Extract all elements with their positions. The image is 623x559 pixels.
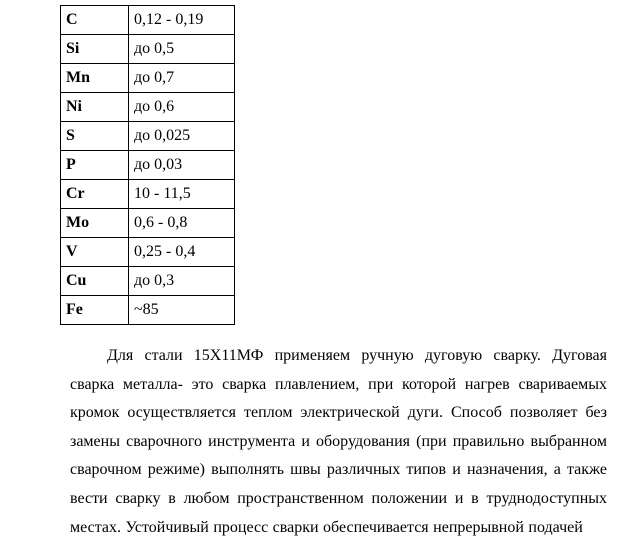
element-symbol-cell: C	[61, 6, 129, 35]
element-content-cell: до 0,03	[129, 151, 235, 180]
element-symbol-cell: Cu	[61, 267, 129, 296]
element-symbol-cell: Mn	[61, 64, 129, 93]
element-symbol-cell: Si	[61, 35, 129, 64]
element-content-cell: 0,12 - 0,19	[129, 6, 235, 35]
element-symbol-cell: Ni	[61, 93, 129, 122]
element-content-cell: до 0,025	[129, 122, 235, 151]
element-content-cell: до 0,7	[129, 64, 235, 93]
element-symbol-cell: V	[61, 238, 129, 267]
element-content-cell: до 0,6	[129, 93, 235, 122]
element-symbol-cell: P	[61, 151, 129, 180]
table-row	[61, 151, 235, 180]
element-symbol-cell: S	[61, 122, 129, 151]
table-row	[61, 180, 235, 209]
element-content-cell: 0,6 - 0,8	[129, 209, 235, 238]
element-content-cell: до 0,5	[129, 35, 235, 64]
element-symbol-cell: Fe	[61, 296, 129, 325]
chemical-composition-table	[60, 5, 235, 325]
table-row	[61, 296, 235, 325]
table-row	[61, 238, 235, 267]
element-symbol-cell: Mo	[61, 209, 129, 238]
welding-description-paragraph: Для стали 15Х11МФ применяем ручную дуговую сварку. Дуговая сварка металла- это сварка плавлением, при которой нагрев свариваемых кромок осуществляется теплом электрической дуги. Способ позволяет без замены сварочного инструмента и оборудования (при правильно выбранном сварочном режиме) выполнять швы различных типов и назначения, а также вести сварку в любом пространственном положении и в труднодоступных местах. Устойчивый процесс сварки обеспечивается непрерывной подачей	[70, 347, 607, 536]
table-row	[61, 209, 235, 238]
table-row	[61, 267, 235, 296]
table-row	[61, 64, 235, 93]
table-row	[61, 122, 235, 151]
element-content-cell: ~85	[129, 296, 235, 325]
table-row	[61, 93, 235, 122]
table-row	[61, 35, 235, 64]
element-content-cell: 0,25 - 0,4	[129, 238, 235, 267]
element-content-cell: до 0,3	[129, 267, 235, 296]
element-symbol-cell: Cr	[61, 180, 129, 209]
table-body	[61, 6, 235, 325]
element-content-cell: 10 - 11,5	[129, 180, 235, 209]
table-row	[61, 6, 235, 35]
